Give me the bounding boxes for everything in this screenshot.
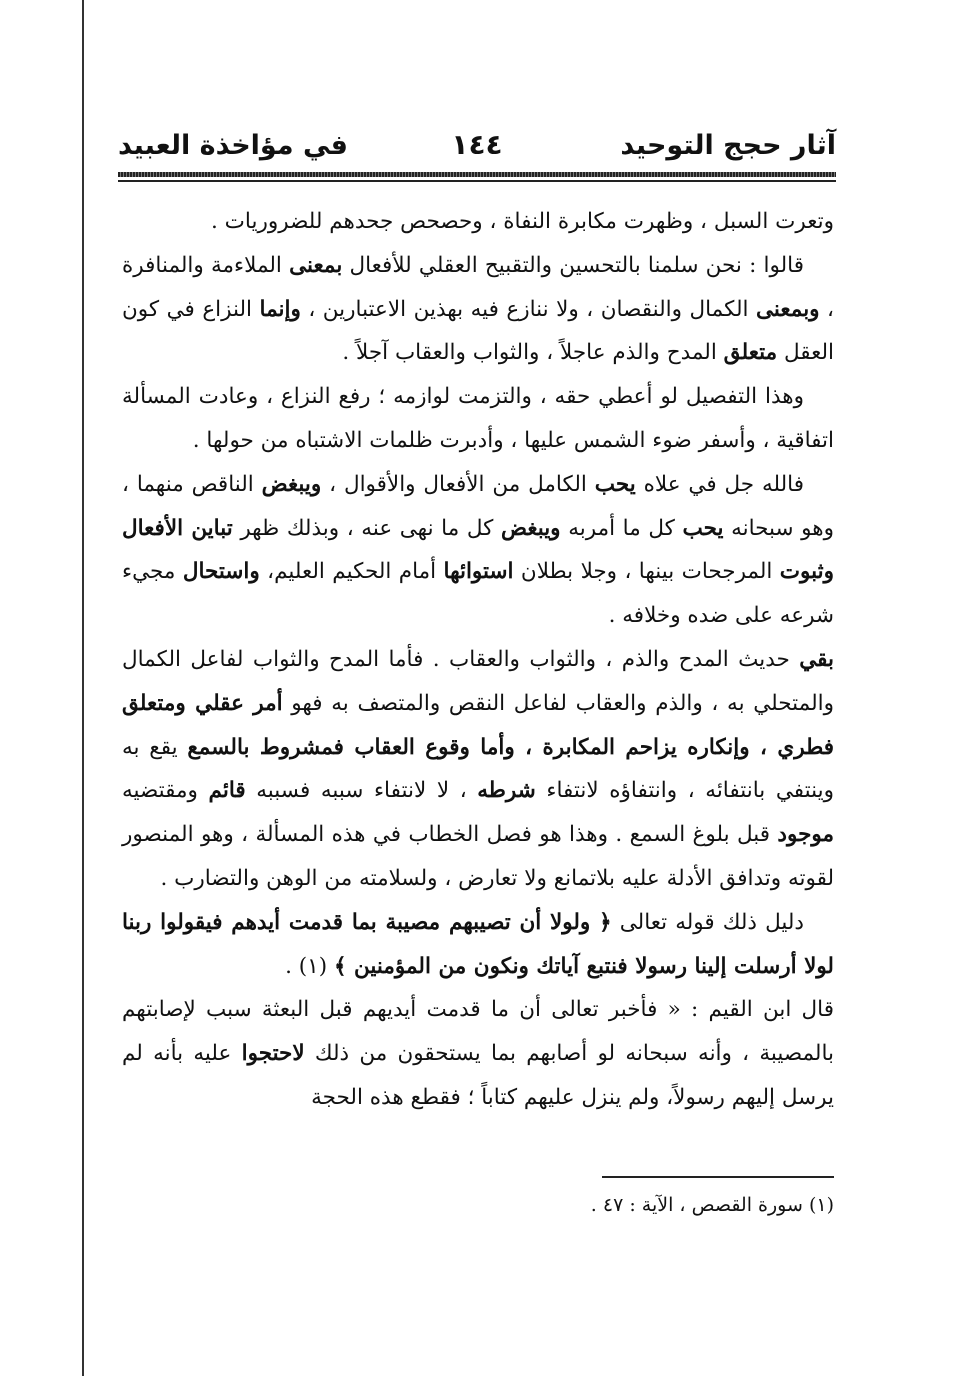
paragraph	[122, 638, 834, 901]
bold-text-segment: قائم	[208, 778, 246, 804]
text-segment: ومقتضيه	[122, 778, 209, 804]
text-segment: عليه بأنه لم يرسل إليهم رسولاً، ولم ينزل عليهم كتاباً ؛ فقطع هذه الحجة	[122, 1041, 834, 1110]
text-segment: مجيء شرعه على ضده وخلافه .	[122, 559, 834, 629]
text-segment: كل ما أمربه	[560, 515, 683, 541]
bold-text-segment: بقي	[799, 646, 834, 672]
paragraph	[122, 375, 834, 463]
text-segment: وتعرت السبل ، وظهرت مكابرة النفاة ، وحصحص جحدهم للضروريات .	[211, 209, 834, 234]
bold-text-segment: أمر عقلي ومتعلق فطري ، وإنكاره يزاحم المكابرة ، وأما وقوع العقاب فمشروط بالسمع	[122, 690, 835, 760]
footnote	[122, 1190, 834, 1220]
text-segment: كل ما نهى عنه ، وبذلك ظهر	[232, 515, 501, 541]
text-segment: فالله جل في علاه	[635, 471, 804, 497]
text-segment: يقع به وينتفي بانتفائه ، وانتفاؤه لانتفاء	[122, 734, 834, 804]
page-edge-line	[82, 0, 84, 1376]
bold-text-segment: استوائها	[443, 559, 514, 585]
body-text	[122, 200, 834, 1120]
footnote-separator	[602, 1176, 834, 1178]
running-header	[118, 128, 836, 172]
bold-text-segment: بمعنى	[289, 252, 343, 278]
bold-text-segment: تباين الأفعال وثبوت	[122, 515, 834, 585]
text-segment: أمام الحكيم العليم،	[259, 559, 444, 585]
text-segment: قبل بلوغ السمع . وهذا هو فصل الخطاب في هذه المسألة ، وهو المنصور لقوته وتدافق الأدلة عليه بلاتمانع ولا تعارض ، ولسلامته من الوهن والتضارب .	[122, 822, 834, 891]
bold-text-segment: ﴿ ولولا أن تصيبهم مصيبة بما قدمت أيدهم فيقولوا ربنا لولا أرسلت إلينا رسولا فنتبع آياتك ونكون من المؤمنين ﴾	[122, 909, 834, 979]
bold-text-segment: يحب	[594, 471, 636, 497]
section-title: في مؤاخذة العبيد	[118, 130, 348, 161]
paragraph	[122, 463, 834, 638]
book-title: آثار حجج التوحيد	[620, 130, 836, 161]
bold-text-segment: شرطه	[477, 778, 536, 804]
text-segment: الملاءمة والمنافرة ،	[122, 252, 834, 322]
bold-text-segment: ويبغض	[261, 471, 322, 497]
bold-text-segment: وبمعنى	[755, 296, 820, 322]
bold-text-segment: موجود	[777, 822, 834, 848]
text-segment: ، لا لانتفاء سببه فسببه	[245, 778, 478, 804]
paragraph	[122, 244, 834, 375]
header-rule-decorative	[118, 172, 836, 177]
page-number: ١٤٤	[451, 128, 503, 161]
bold-text-segment: متعلق	[723, 340, 778, 366]
text-segment: دليل ذلك قوله تعالى	[611, 909, 804, 935]
text-segment: (١) .	[285, 953, 334, 979]
text-segment: المرجحات بينها ، وجلا بطلان	[513, 559, 780, 585]
footnote-text: (١) سورة القصص ، الآية : ٤٧ .	[590, 1194, 834, 1216]
text-segment: وهذا التفصيل لو أعطي حقه ، والتزمت لوازمه ؛ رفع النزاع ، وعادت المسألة اتفاقية ، وأسفر ضوء الشمس عليها ، وأدبرت ظلمات الاشتباه من حولها .	[122, 384, 834, 453]
text-segment: الكمال والنقصان ، ولا ننازع فيه بهذين الاعتبارين ،	[300, 296, 756, 322]
paragraph	[122, 988, 834, 1119]
paragraph	[122, 901, 834, 989]
text-segment: النزاع في كون العقل	[122, 296, 834, 366]
header-rule	[118, 180, 836, 182]
text-segment: قالوا : نحن سلمنا بالتحسين والتقبيح العقلي للأفعال	[342, 252, 805, 278]
paragraph	[122, 200, 834, 244]
text-segment: حديث المدح والذم ، والثواب والعقاب . فأما المدح والثواب لفاعل الكمال والمتحلي به ، والذم والعقاب لفاعل النقص والمتصف به فهو	[122, 646, 834, 716]
text-segment: المدح والذم عاجلاً ، والثواب والعقاب آجلاً .	[342, 340, 724, 366]
bold-text-segment: وإنما	[259, 296, 301, 322]
text-segment: الناقص منهما ، وهو سبحانه	[122, 471, 834, 541]
bold-text-segment: ويبغض	[501, 515, 561, 541]
bold-text-segment: يحب	[682, 515, 724, 541]
text-segment: قال ابن القيم : « فأخبر تعالى أن ما قدمت أيديهم قبل البعثة سبب لإصابتهم بالمصيبة ، وأنه سبحانه لو أصابهم بما يستحقون من ذلك	[122, 997, 834, 1067]
bold-text-segment: لاحتجوا	[241, 1041, 305, 1067]
text-segment: الكامل من الأفعال والأقوال ،	[321, 471, 595, 497]
bold-text-segment: واستحال	[182, 559, 260, 585]
